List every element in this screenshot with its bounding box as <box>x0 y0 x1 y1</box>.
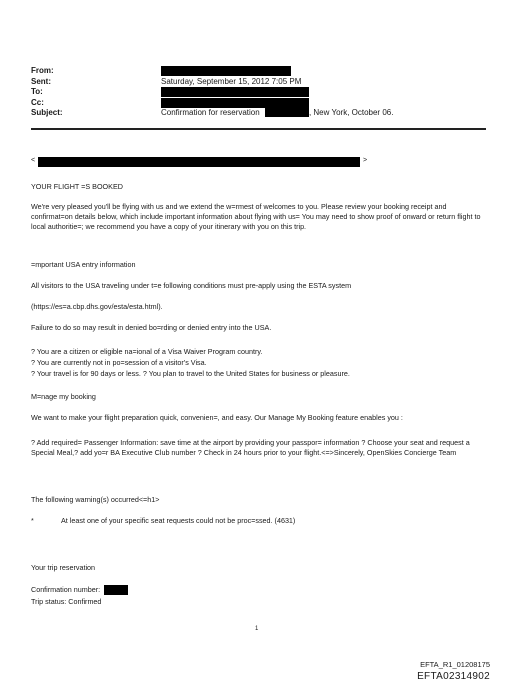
esta-url: (https://es=a.cbp.dhs.gov/esta/esta.html). <box>31 302 163 311</box>
condition-1: ? You are a citizen or eligible na=ional of a Visa Waiver Program country. <box>31 347 263 356</box>
bullet-star: * <box>31 516 34 525</box>
from-label: From: <box>31 66 54 75</box>
confirmation-number-row <box>31 585 483 595</box>
from-row <box>31 66 491 77</box>
all-visitors-text: All visitors to the USA traveling under t=e following conditions must pre-apply using the ESTA system <box>31 281 352 290</box>
condition-3: ? Your travel is for 90 days or less. ? You plan to travel to the United States for business or pleasure. <box>31 369 350 378</box>
email-header <box>31 66 491 119</box>
to-label: To: <box>31 87 43 96</box>
from-value <box>161 66 291 77</box>
warning-item-text: At least one of your specific seat requests could not be proc=ssed. (4631) <box>61 516 296 525</box>
arrow-left: < <box>31 157 36 164</box>
subject-value <box>161 108 393 119</box>
subject-prefix: Confirmation for reservation <box>161 108 260 117</box>
cc-label: Cc: <box>31 97 44 107</box>
redaction <box>161 66 291 76</box>
warnings-heading: The following warning(s) occurred<=h1> <box>31 495 160 504</box>
sent-label: Sent: <box>31 76 51 86</box>
condition-2: ? You are currently not in po=session of a visitor's Visa. <box>31 358 207 367</box>
redaction <box>38 157 360 167</box>
redaction <box>161 87 309 97</box>
footer-ref-2: EFTA02314902 <box>417 671 490 682</box>
footer-ref-1: EFTA_R1_01208175 <box>420 660 490 669</box>
redaction <box>104 585 128 595</box>
sent-value: Saturday, September 15, 2012 7:05 PM <box>161 76 302 86</box>
subject-suffix: , New York, October 06. <box>308 108 394 117</box>
failure-text: Failure to do so may result in denied bo=rding or denied entry into the USA. <box>31 323 272 332</box>
redaction <box>265 108 309 117</box>
redaction <box>161 98 309 108</box>
subject-label: Subject: <box>31 108 63 117</box>
to-row <box>31 87 491 98</box>
trip-status: Trip status: Confirmed <box>31 597 102 606</box>
manage-booking-text: We want to make your flight preparation quick, convenien=, and easy. Our Manage My Booking feature enables you : <box>31 413 403 422</box>
cc-row <box>31 98 491 109</box>
arrow-right: > <box>363 157 368 164</box>
header-divider <box>31 128 486 130</box>
to-value <box>161 87 309 98</box>
trip-reservation-title: Your trip reservation <box>31 563 96 572</box>
page-number: 1 <box>255 626 259 632</box>
manage-booking-title: M=nage my booking <box>31 392 96 401</box>
confirmation-label: Confirmation number: <box>31 585 101 594</box>
sent-row <box>31 77 491 88</box>
subject-row <box>31 108 491 119</box>
flight-booked-heading: YOUR FLIGHT =S BOOKED <box>31 182 123 191</box>
cc-value <box>161 98 309 109</box>
usa-entry-title: =mportant USA entry information <box>31 260 136 269</box>
features-paragraph: ? Add required= Passenger Information: save time at the airport by providing your passpor= information ? Choose your seat and request a Special Meal,? add yo=r BA Executive Club number ? Check in 24 hours prior to your flight.<=>Sincerely, OpenSkies Concierge Team <box>31 438 470 457</box>
welcome-paragraph: We're very pleased you'll be flying with us and we extend the w=rmest of welcomes to you. Please review your booking receipt and confirmat=on details below, which include important information about flying with us= You may need to show proof of onward or return flight to local authoritie=; we recommend you have a copy of your itinerary with you on this trip. <box>31 202 481 231</box>
